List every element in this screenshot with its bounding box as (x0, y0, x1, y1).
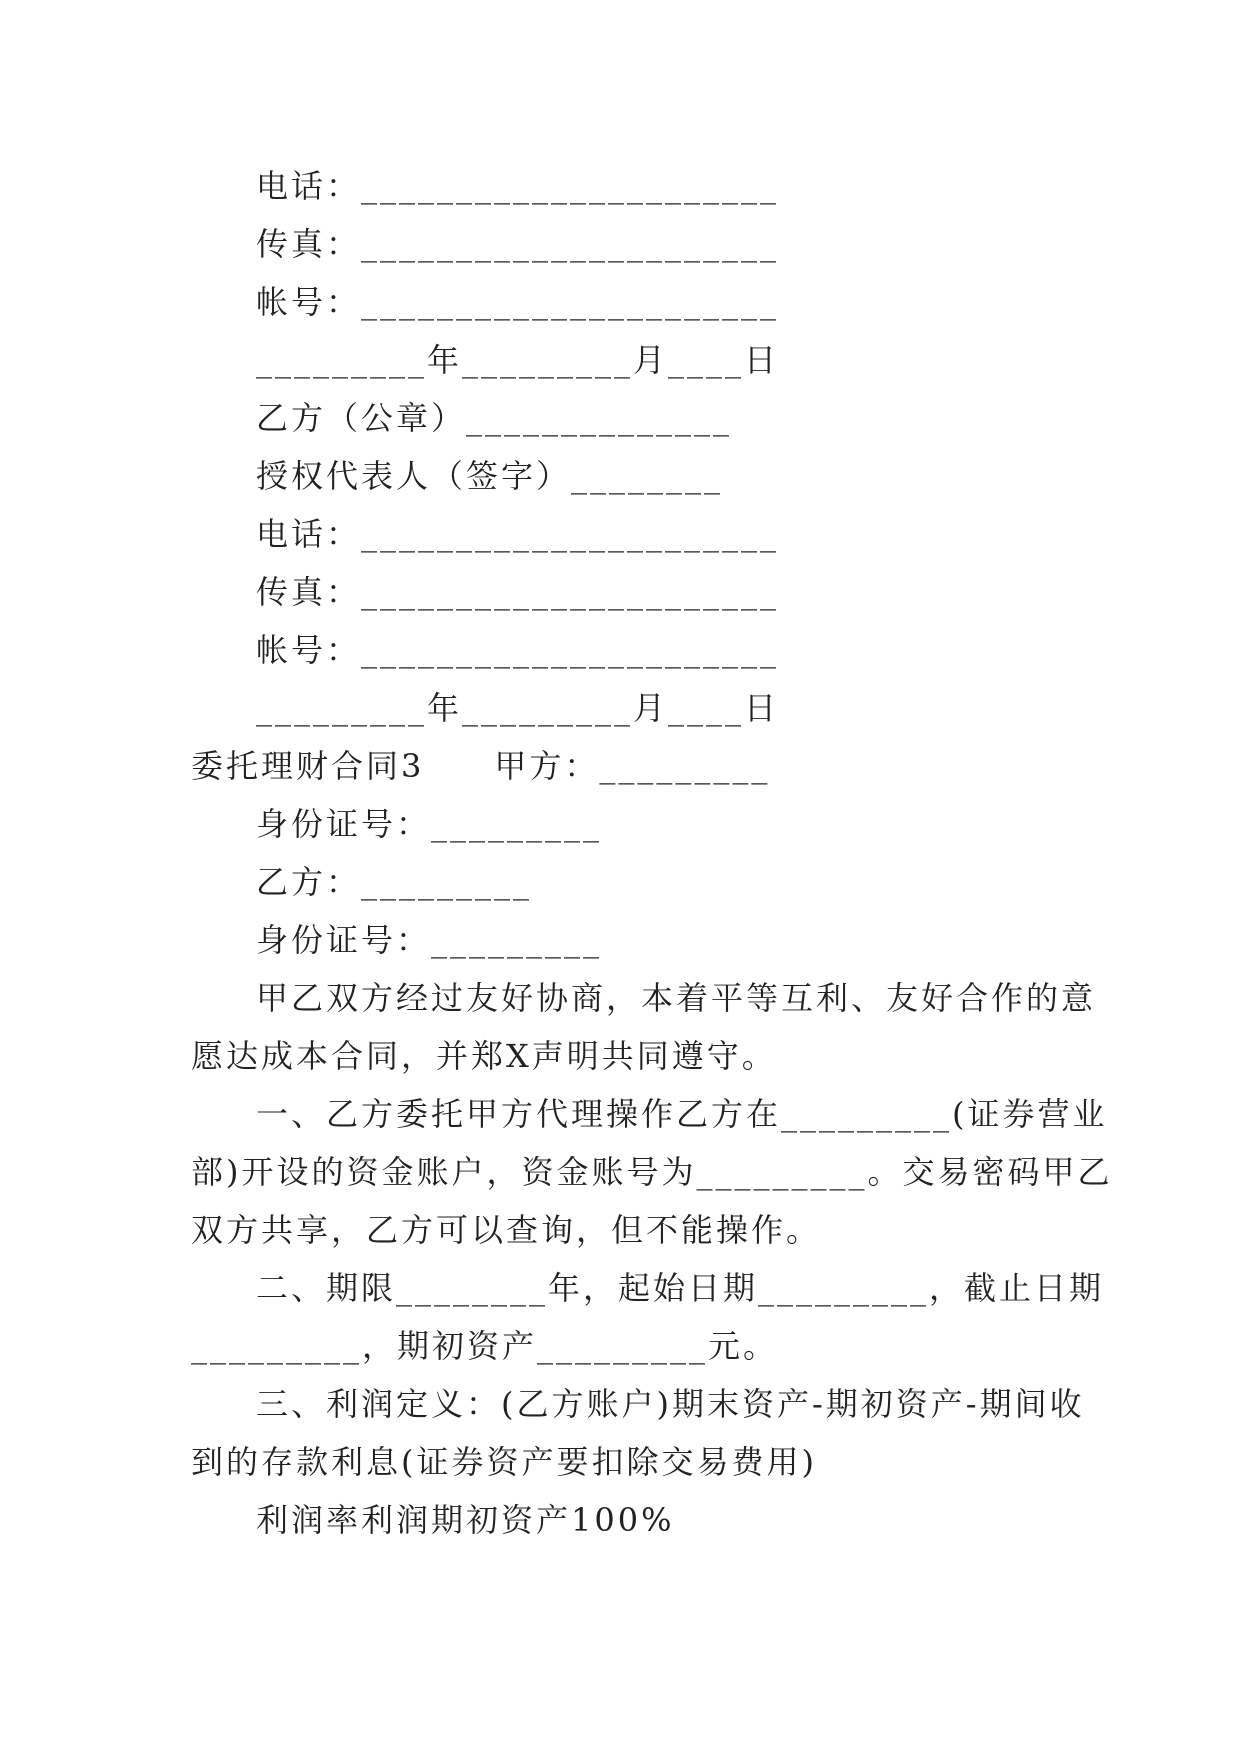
party-a-id-line: 身份证号：_________ (256, 805, 603, 843)
party-b-date-line: _________年_________月____日 (256, 689, 780, 727)
party-b-id-line: 身份证号：_________ (256, 921, 603, 959)
clause-3-line-2: 到的存款利息(证券资产要扣除交易费用) (191, 1443, 817, 1481)
preamble-line-2: 愿达成本合同，并郑X声明共同遵守。 (191, 1037, 777, 1075)
party-b-fax-line: 传真：______________________ (256, 573, 780, 611)
party-a-date-line: _________年_________月____日 (256, 341, 780, 379)
clause-1-line-1: 一、乙方委托甲方代理操作乙方在_________(证券营业 (256, 1095, 1108, 1133)
clause-3-line-1: 三、利润定义：(乙方账户)期末资产-期初资产-期间收 (256, 1385, 1085, 1423)
party-b-phone-line: 电话：______________________ (256, 515, 780, 553)
contract-3-heading-line: 委托理财合同3 甲方：_________ (191, 747, 771, 785)
clause-2-line-2: _________，期初资产_________元。 (191, 1327, 779, 1365)
clause-1-line-2: 部)开设的资金账户，资金账号为_________。交易密码甲乙 (191, 1153, 1113, 1191)
party-a-account-line: 帐号：______________________ (256, 283, 780, 321)
clause-2-line-1: 二、期限________年，起始日期_________，截止日期 (256, 1269, 1105, 1307)
profit-rate-line: 利润率利润期初资产100% (256, 1501, 675, 1539)
party-b-name-line: 乙方：_________ (256, 863, 533, 901)
party-b-seal-line: 乙方（公章）______________ (256, 399, 733, 437)
clause-1-line-3: 双方共享，乙方可以查询，但不能操作。 (191, 1211, 822, 1249)
party-a-phone-line: 电话：______________________ (256, 167, 780, 205)
authorized-rep-line: 授权代表人（签字）________ (256, 457, 724, 495)
party-a-fax-line: 传真：______________________ (256, 225, 780, 263)
preamble-line-1: 甲乙双方经过友好协商，本着平等互利、友好合作的意 (256, 979, 1097, 1017)
party-b-account-line: 帐号：______________________ (256, 631, 780, 669)
